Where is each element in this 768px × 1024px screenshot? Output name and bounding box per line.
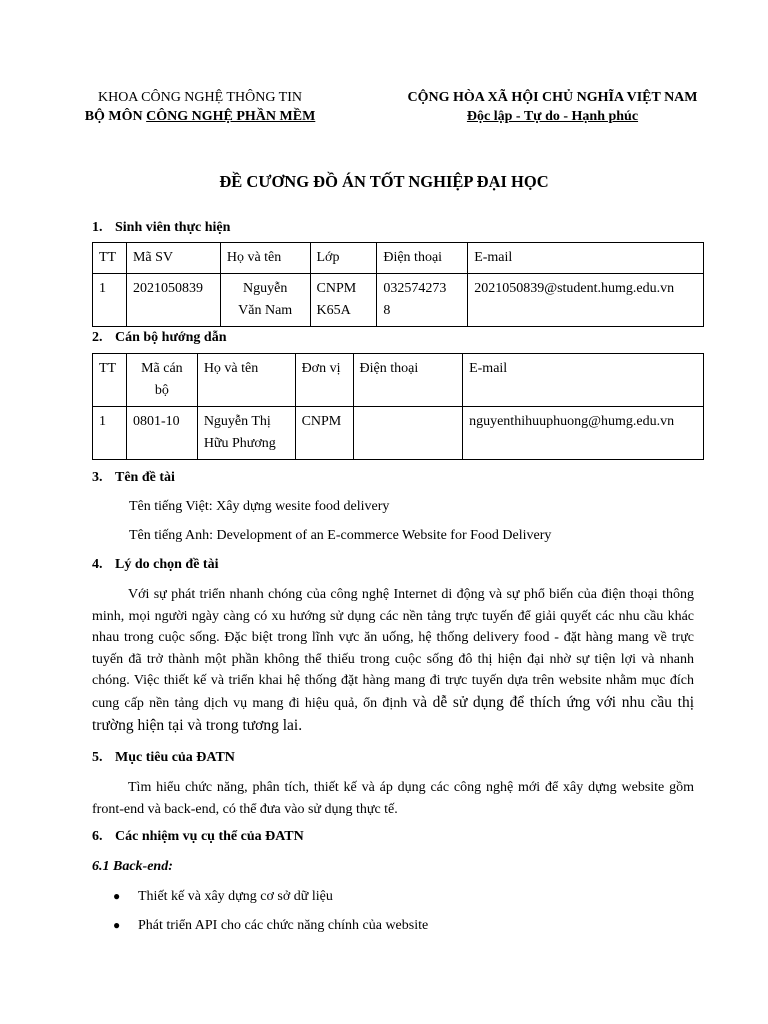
list-item: ● Phát triển API cho các chức năng chính của website [113, 918, 429, 933]
faculty-name: KHOA CÔNG NGHỆ THÔNG TIN [97, 90, 303, 105]
section-5-heading: 5. Mục tiêu của ĐATN [92, 750, 235, 765]
cell-student-name: Nguyễn Văn Nam [220, 274, 310, 327]
cell-advisor-name: Nguyễn Thị Hữu Phương [197, 407, 295, 460]
header-cell: Điện thoại [353, 354, 463, 407]
country-name: CỘNG HÒA XÃ HỘI CHỦ NGHĨA VIỆT NAM [407, 90, 698, 105]
faculty-header [60, 88, 340, 126]
cell-student-id: 2021050839 [126, 274, 220, 327]
header-cell: Lớp [310, 243, 377, 274]
section-2-heading: 2. Cán bộ hướng dẫn [92, 330, 227, 345]
cell-tt: 1 [93, 407, 127, 460]
motto: Độc lập - Tự do - Hạnh phúc [466, 109, 639, 124]
table-header-row [93, 243, 704, 274]
section-3-heading: 3. Tên đề tài [92, 470, 175, 485]
reason-paragraph: Với sự phát triển nhanh chóng của công nghệ Internet di động và sự phổ biến của điện thoại thông minh, mọi người ngày càng có xu hướng sử dụng các nền tảng trực tuyến để giải quyết các nhu cầu khác nhau trong cuộc sống. Đặc biệt trong lĩnh vực ăn uống, hệ thống delivery food - đặt hàng mang về trực tuyến đã trở thành một phần không thể thiếu trong cuộc sống đô thị hiện đại nhờ sự tiện lợi và nhanh chóng. Việc thiết kế và triển khai hệ thống đặt hàng mang đi trực tuyến dựa trên website nhằm mục đích cung cấp nền tảng dịch vụ mang đi hiệu quả, ổn định và dễ sử dụng để thích ứng với nhu cầu thị trường hiện tại và trong tương lai. [92, 587, 695, 734]
cell-email: 2021050839@student.humg.edu.vn [468, 274, 704, 327]
header-cell: Mã cán bộ [126, 354, 197, 407]
bullet-icon: ● [113, 889, 121, 903]
header-cell: E-mail [463, 354, 704, 407]
table-header-row [93, 354, 704, 407]
topic-vietnamese: Tên tiếng Việt: Xây dựng wesite food delivery [129, 499, 390, 514]
national-motto [380, 88, 725, 126]
header-cell: Mã SV [126, 243, 220, 274]
cell-class: CNPM K65A [310, 274, 377, 327]
cell-phone: 032574273 8 [377, 274, 468, 327]
section-4-heading: 4. Lý do chọn đề tài [92, 557, 219, 572]
reason-paragraph-tail: và dễ sử dụng để thích ứng với nhu cầu thị trường hiện tại và trong tương lai. [92, 693, 695, 734]
cell-tt: 1 [93, 274, 127, 327]
section-6-heading: 6. Các nhiệm vụ cụ thể của ĐATN [92, 829, 304, 844]
cell-unit: CNPM [295, 407, 353, 460]
header-cell: E-mail [468, 243, 704, 274]
header-cell: Họ và tên [220, 243, 310, 274]
student-table [92, 242, 704, 327]
cell-email: nguyenthihuuphuong@humg.edu.vn [463, 407, 704, 460]
header-cell: Đơn vị [295, 354, 353, 407]
table-row [93, 274, 704, 327]
bullet-icon: ● [113, 918, 121, 932]
table-row [93, 407, 704, 460]
header-cell: Họ và tên [197, 354, 295, 407]
department-name: BỘ MÔN CÔNG NGHỆ PHẦN MỀM [84, 109, 316, 124]
subsection-backend-heading: 6.1 Back-end: [92, 859, 173, 874]
list-item: ● Thiết kế và xây dựng cơ sở dữ liệu [113, 889, 333, 904]
cell-phone [353, 407, 463, 460]
section-1-heading: 1. Sinh viên thực hiện [92, 220, 231, 235]
topic-english: Tên tiếng Anh: Development of an E-commerce Website for Food Delivery [129, 528, 552, 543]
advisor-table [92, 353, 704, 460]
document-title: ĐỀ CƯƠNG ĐỒ ÁN TỐT NGHIỆP ĐẠI HỌC [219, 172, 549, 191]
header-cell: TT [93, 243, 127, 274]
cell-advisor-id: 0801-10 [126, 407, 197, 460]
header-cell: Điện thoại [377, 243, 468, 274]
goal-paragraph: Tìm hiểu chức năng, phân tích, thiết kế và áp dụng các công nghệ mới để xây dựng website gồm front-end và back-end, có thể đưa vào sử dụng thực tế. [92, 780, 694, 817]
header-cell: TT [93, 354, 127, 407]
